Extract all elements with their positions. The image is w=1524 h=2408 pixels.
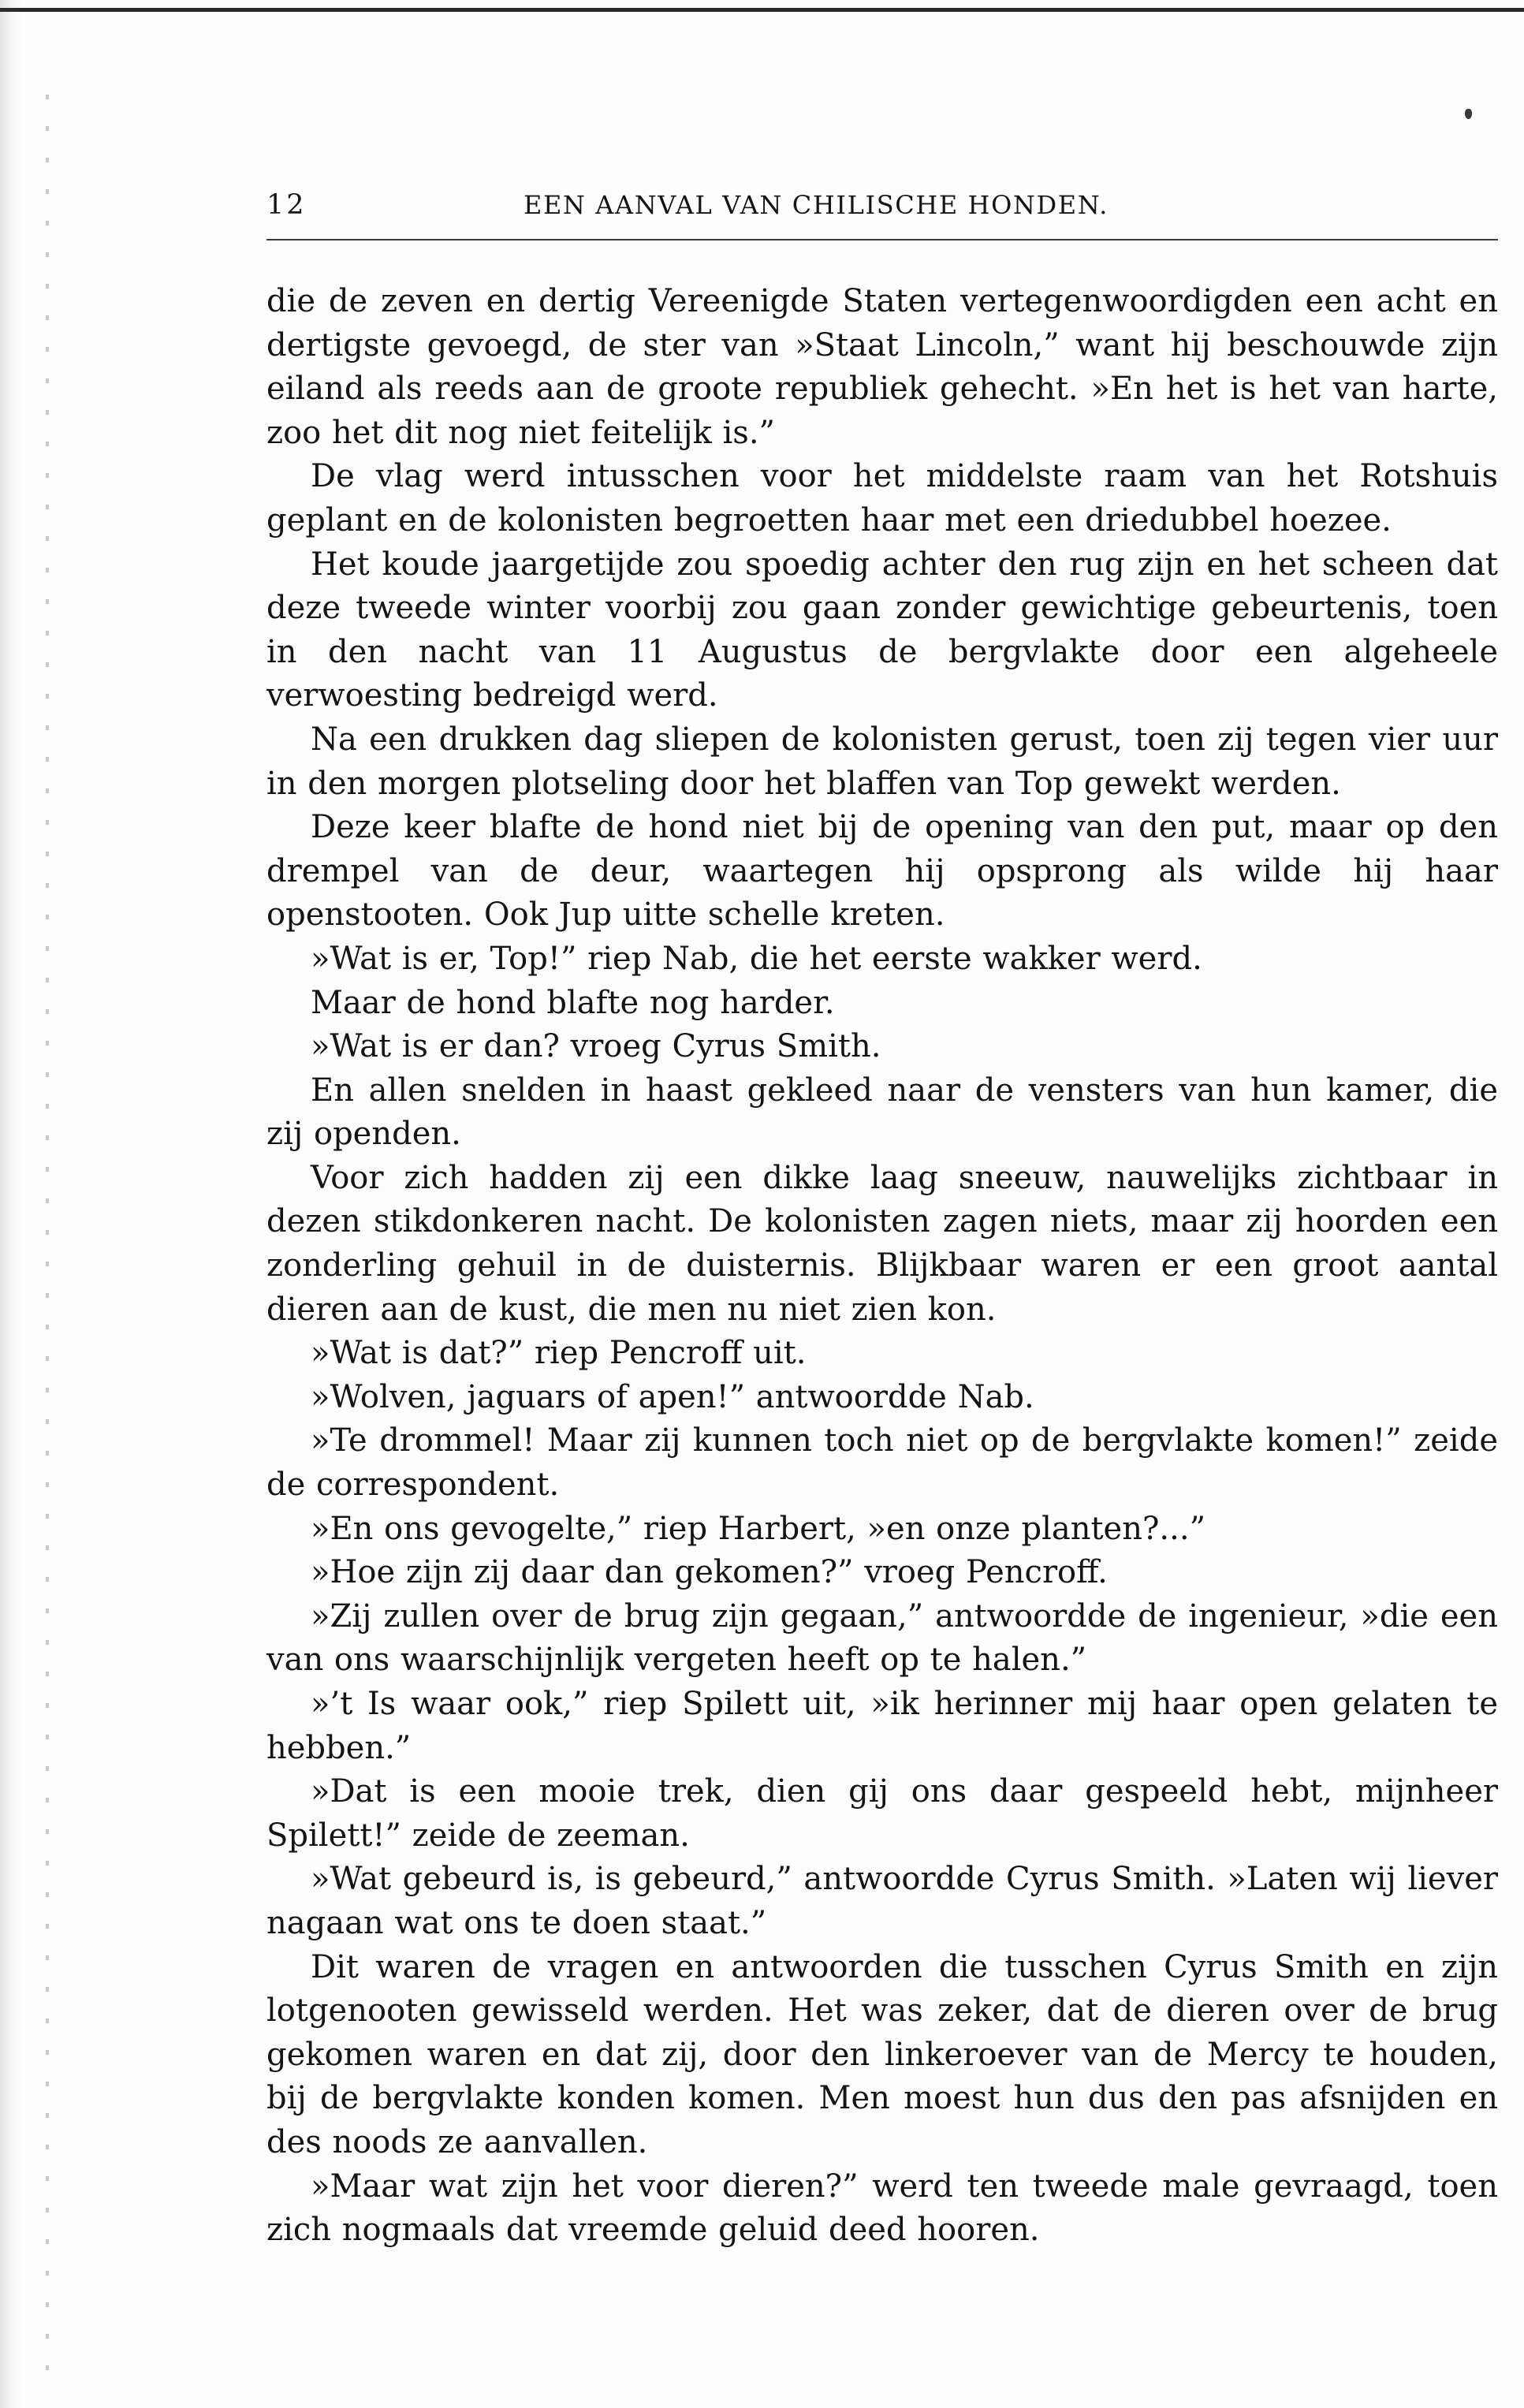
paragraph: De vlag werd intusschen voor het middelste raam van het Rotshuis geplant en de kolonisten begroetten haar met een driedubbel hoezee. xyxy=(266,458,1498,539)
paragraph: »Dat is een mooie trek, dien gij ons daar gespeeld hebt, mijnheer Spilett!” zeide de zeeman. xyxy=(266,1773,1498,1854)
body-text xyxy=(266,280,1498,2249)
binding-marks xyxy=(46,95,49,2381)
paragraph: »Zij zullen over de brug zijn gegaan,” antwoordde de ingenieur, »die een van ons waarschijnlijk vergeten heeft op te halen.” xyxy=(266,1597,1498,1679)
paragraph: »Wat is er dan? vroeg Cyrus Smith. xyxy=(311,1028,881,1065)
paragraph: En allen snelden in haast gekleed naar de vensters van hun kamer, die zij openden. xyxy=(266,1072,1498,1153)
ink-speck xyxy=(1465,109,1472,119)
paragraph: »Wat gebeurd is, is gebeurd,” antwoordde Cyrus Smith. »Laten wij liever nagaan wat ons te doen staat.” xyxy=(266,1861,1498,1941)
paragraph: die de zeven en dertig Vereenigde Staten vertegenwoordigden een acht en dertigste gevoegd, de ster van »Staat Lincoln,” want hij beschouwde zijn eiland als reeds aan de groote republiek gehecht. »En het is het van harte, zoo het dit nog niet feitelijk is.” xyxy=(266,283,1498,451)
paragraph: »Hoe zijn zij daar dan gekomen?” vroeg Pencroff. xyxy=(311,1554,1108,1591)
paragraph: Na een drukken dag sliepen de kolonisten gerust, toen zij tegen vier uur in den morgen plotseling door het blaffen van Top gewekt werden. xyxy=(266,721,1498,802)
paragraph: »Wat is dat?” riep Pencroff uit. xyxy=(311,1335,807,1372)
running-title: EEN AANVAL VAN CHILISCHE HONDEN. xyxy=(524,190,1109,220)
paragraph: »Maar wat zijn het voor dieren?” werd ten tweede male gevraagd, toen zich nogmaals dat vreemde geluid deed hooren. xyxy=(266,2168,1498,2249)
page-number: 12 xyxy=(266,189,307,221)
top-edge-rule xyxy=(0,8,1524,12)
binding-edge xyxy=(0,0,22,2408)
paragraph: »’t Is waar ook,” riep Spilett uit, »ik herinner mij haar open gelaten te hebben.” xyxy=(266,1686,1498,1766)
running-head xyxy=(266,181,1498,229)
paragraph: Maar de hond blafte nog harder. xyxy=(311,984,835,1021)
paragraph: Het koude jaargetijde zou spoedig achter den rug zijn en het scheen dat deze tweede winter voorbij zou gaan zonder gewichtige gebeurtenis, toen in den nacht van 11 Augustus de bergvlakte door een algeheele verwoesting bedreigd werd. xyxy=(266,546,1498,714)
paragraph: Deze keer blafte de hond niet bij de opening van den put, maar op den drempel van de deur, waartegen hij opsprong als wilde hij haar openstooten. Ook Jup uitte schelle kreten. xyxy=(266,809,1498,934)
paragraph: »Wat is er, Top!” riep Nab, die het eerste wakker werd. xyxy=(311,940,1202,977)
paragraph: »Te drommel! Maar zij kunnen toch niet op de bergvlakte komen!” zeide de correspondent. xyxy=(266,1422,1498,1504)
paragraph: Dit waren de vragen en antwoorden die tusschen Cyrus Smith en zijn lotgenooten gewisseld werden. Het was zeker, dat de dieren over de brug gekomen waren en dat zij, door den linkeroever van de Mercy te houden, bij de bergvlakte konden komen. Men moest hun dus den pas afsnijden en des noods ze aanvallen. xyxy=(266,1948,1498,2160)
paragraph: Voor zich hadden zij een dikke laag sneeuw, nauwelijks zichtbaar in dezen stikdonkeren nacht. De kolonisten zagen niets, maar zij hoorden een zonderling gehuil in de duisternis. Blijkbaar waren er een groot aantal dieren aan de kust, die men nu niet zien kon. xyxy=(266,1159,1498,1328)
header-rule xyxy=(266,239,1498,240)
paragraph: »Wolven, jaguars of apen!” antwoordde Nab. xyxy=(311,1378,1034,1415)
paragraph: »En ons gevogelte,” riep Harbert, »en onze planten?...” xyxy=(311,1510,1206,1547)
